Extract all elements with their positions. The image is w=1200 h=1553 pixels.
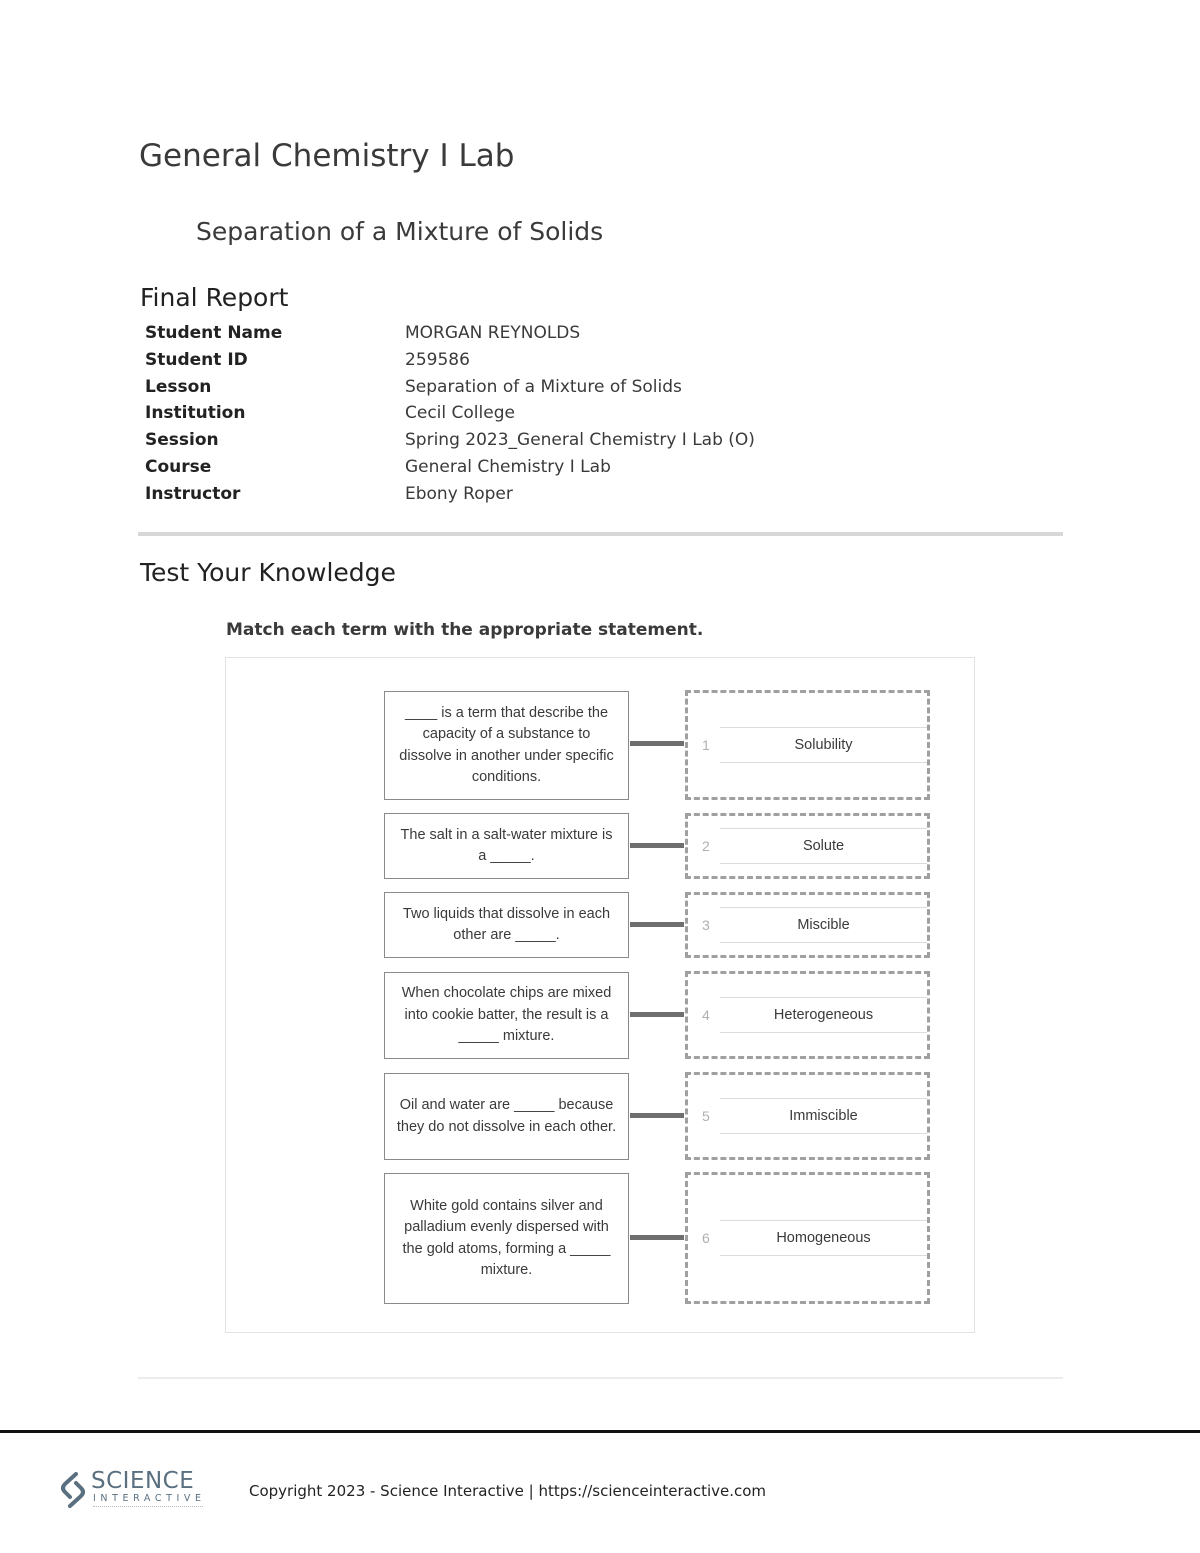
logo-wordmark: SCIENCE xyxy=(91,1468,195,1494)
info-label: Session xyxy=(145,430,219,451)
info-label: Instructor xyxy=(145,483,241,504)
quiz-heading: Test Your Knowledge xyxy=(140,558,396,587)
info-row-institution xyxy=(145,400,945,427)
term-label: Miscible xyxy=(797,917,850,933)
info-value: Separation of a Mixture of Solids xyxy=(405,376,682,397)
answer-dropzone[interactable] xyxy=(685,971,930,1059)
term-number: 1 xyxy=(702,737,710,753)
term-label: Solute xyxy=(802,838,845,854)
answer-dropzone[interactable] xyxy=(685,1172,930,1304)
statement-card: Two liquids that dissolve in each other are _____. xyxy=(384,892,629,958)
term-chip[interactable] xyxy=(688,1220,927,1256)
section-divider xyxy=(138,532,1063,536)
info-value: Spring 2023_General Chemistry I Lab (O) xyxy=(405,430,755,451)
term-number: 4 xyxy=(702,1007,710,1023)
info-label: Student ID xyxy=(145,349,248,370)
section-divider xyxy=(138,1377,1063,1379)
statement-card: White gold contains silver and palladium evenly dispersed with the gold atoms, forming a _____ mixture. xyxy=(384,1173,629,1304)
match-connector xyxy=(630,1113,684,1118)
info-label: Course xyxy=(145,456,212,477)
info-row-lesson xyxy=(145,374,945,401)
logo-mark-icon xyxy=(58,1470,88,1510)
info-value: General Chemistry I Lab xyxy=(405,456,611,477)
statement-card: When chocolate chips are mixed into cookie batter, the result is a _____ mixture. xyxy=(384,972,629,1059)
term-number: 5 xyxy=(702,1108,710,1124)
term-number: 2 xyxy=(702,838,710,854)
info-row-instructor xyxy=(145,481,945,508)
info-row-student-name xyxy=(145,320,945,347)
footer-rule xyxy=(0,1430,1200,1433)
match-connector xyxy=(630,1012,684,1017)
info-label: Lesson xyxy=(145,376,212,397)
report-heading: Final Report xyxy=(140,283,289,312)
logo-subwordmark: INTERACTIVE xyxy=(93,1493,206,1504)
answer-dropzone[interactable] xyxy=(685,813,930,879)
match-connector xyxy=(630,1235,684,1240)
term-chip[interactable] xyxy=(688,907,927,943)
student-info-table xyxy=(145,320,945,508)
course-title: General Chemistry I Lab xyxy=(139,138,515,174)
info-label: Student Name xyxy=(145,323,283,343)
info-value: 259586 xyxy=(405,349,470,370)
statement-card: The salt in a salt-water mixture is a _____. xyxy=(384,813,629,879)
info-row-course xyxy=(145,454,945,481)
statement-card: Oil and water are _____ because they do not dissolve in each other. xyxy=(384,1073,629,1160)
match-connector xyxy=(630,741,684,746)
term-label: Immiscible xyxy=(789,1108,858,1124)
term-label: Solubility xyxy=(794,737,853,753)
term-label: Homogeneous xyxy=(776,1230,871,1246)
info-row-student-id xyxy=(145,347,945,374)
term-number: 3 xyxy=(702,917,710,933)
info-row-session xyxy=(145,427,945,454)
term-chip[interactable] xyxy=(688,1098,927,1134)
copyright-text: Copyright 2023 - Science Interactive | https://scienceinteractive.com xyxy=(249,1482,767,1500)
term-chip[interactable] xyxy=(688,828,927,864)
term-chip[interactable] xyxy=(688,997,927,1033)
info-value: Cecil College xyxy=(405,403,515,424)
match-connector xyxy=(630,843,684,848)
term-chip[interactable] xyxy=(688,727,927,763)
science-interactive-logo xyxy=(58,1468,208,1514)
term-number: 6 xyxy=(702,1230,710,1246)
answer-dropzone[interactable] xyxy=(685,690,930,800)
term-label: Heterogeneous xyxy=(773,1007,874,1023)
info-value: Ebony Roper xyxy=(405,483,513,504)
match-connector xyxy=(630,922,684,927)
quiz-instruction: Match each term with the appropriate statement. xyxy=(226,620,704,640)
lab-title: Separation of a Mixture of Solids xyxy=(196,217,604,246)
info-label: Institution xyxy=(145,403,246,424)
answer-dropzone[interactable] xyxy=(685,1072,930,1160)
statement-card: ____ is a term that describe the capacity of a substance to dissolve in another under specific conditions. xyxy=(384,691,629,800)
info-value: MORGAN REYNOLDS xyxy=(405,323,581,343)
answer-dropzone[interactable] xyxy=(685,892,930,958)
logo-tagline-mark xyxy=(93,1506,203,1510)
